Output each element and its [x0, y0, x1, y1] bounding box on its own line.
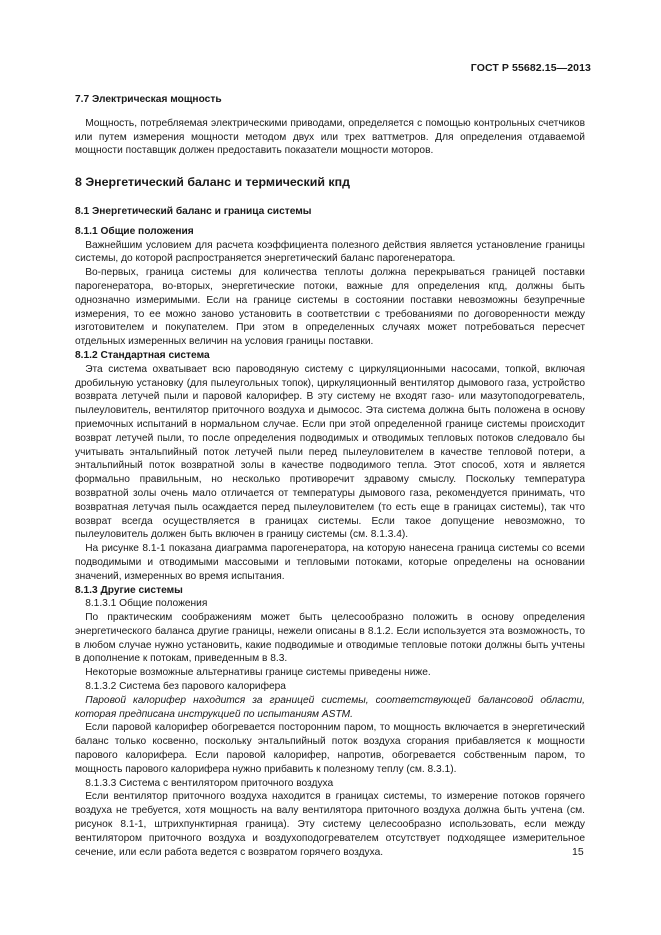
document-code: ГОСТ Р 55682.15—2013 [470, 62, 591, 74]
section-8-1-3-3-title: 8.1.3.3 Система с вентилятором приточного воздуха [85, 777, 334, 789]
section-8-1-3-1-title: 8.1.3.1 Общие положения [85, 598, 208, 610]
section-8-1-3-3-paragraph: Если вентилятор приточного воздуха находится в границах системы, то измерение потоков горячего воздуха не требуется, хотя мощность на валу вентилятора приточного воздуха должна быть учтена (см. рисунок 8.1-1, штрихпунктирная граница). Эту систему целесообразно использовать, если между вентилятором приточного воздуха и воздухоподогревателем отсутствует подходящее измерительное сечение, или если работа ведется с возвратом горячего воздуха. [75, 791, 585, 858]
section-8-1-1-title: 8.1.1 Общие положения [75, 225, 194, 237]
section-8-1-3-2-italic-note: Паровой калорифер находится за границей системы, соответствующей балансовой области, которая предписана инструкцией по испытаниям ASTM. [75, 694, 585, 720]
section-8-1-1-paragraph-1: Важнейшим условием для расчета коэффициента полезного действия является установление границы системы, до которой распространяется энергетический баланс парогенератора. [75, 239, 585, 265]
section-8-1-3-1-paragraph-1: По практическим соображениям может быть целесообразно положить в основу определения энергетического баланса другие границы, нежели описаны в 8.1.2. Если используется эта возможность, то в любом случае нужно установить, какие подводимые и отводимые тепловые потоки должны быть учтены в дополнение к потокам, приведенным в 8.3. [75, 612, 585, 665]
section-8-1-3-title: 8.1.3 Другие системы [75, 584, 183, 596]
section-8-1-2-paragraph-1: Эта система охватывает всю пароводяную систему с циркуляционными насосами, топкой, включая дробильную установку (для пылеугольных топок), циркуляционный вентилятор дымового газа, устройство возврата летучей пыли и паровой калорифер. В эту систему не входят газо- или мазутоподогреватель, пылеуловитель, вентилятор приточного воздуха и дымосос. Эта система должна быть положена в основу приемочных испытаний в нормальном случае. Если при этой определенной границе системы происходит возврат летучей пыли, то после определения подводимых и отводимых тепловых потоков следовало бы учитывать энтальпийный поток летучей пыли перед пылеуловителем в качестве тепловой потери, а энтальпийный поток возвратной золы в качестве подводимого тепла. Этот способ, хотя и является формально правильным, но несколько противоречит здравому смыслу. Поскольку температура возвратной золы очень мало отличается от температуры дымового газа, рекомендуется принимать, что возвратная летучая пыль осаждается перед пылеуловителем (то есть еще в границах системы), так что возврат всегда осуществляется в границах системы. Если такое допущение невозможно, то пылеуловитель должен быть включен в границу системы (см. 8.1.3.4). [75, 363, 585, 541]
section-8-1-2-title: 8.1.2 Стандартная система [75, 349, 210, 361]
section-8-1-2-paragraph-2: На рисунке 8.1-1 показана диаграмма парогенератора, на которую нанесена граница системы со всеми подводимыми и отводимыми массовыми и тепловыми потоками, которые определены на основании значений, измеренных во время испытания. [75, 543, 585, 582]
section-7-7-paragraph: Мощность, потребляемая электрическими приводами, определяется с помощью контрольных счетчиков или путем измерения мощности методом двух или трех ваттметров. Для определения отдаваемой мощности поставщик должен предоставить показатели мощности моторов. [75, 117, 585, 157]
section-8-1-3-2-title: 8.1.3.2 Система без парового калорифера [85, 681, 286, 693]
section-8-title: 8 Энергетический баланс и термический кпд [75, 175, 350, 190]
section-8-1-1-paragraph-2: Во-первых, граница системы для количества теплоты должна перекрываться границей поставки парогенератора, во-вторых, энергетические потоки, важные для определения кпд, должны быть однозначно измеримыми. Если на границе системы в состоянии поставки невозможны безупречные измерения, то ее можно заново установить в соответствии с требованиями по договоренности между изготовителем и покупателем. При этом в определенных случаях может потребоваться пересчет отдельных измеренных величин на условия границы поставки. [75, 267, 585, 348]
section-8-1-3-1-paragraph-2: Некоторые возможные альтернативы границе системы приведены ниже. [85, 667, 431, 679]
section-7-7-title: 7.7 Электрическая мощность [75, 94, 222, 105]
page-body [75, 93, 585, 859]
section-8-1-title: 8.1 Энергетический баланс и граница системы [75, 205, 312, 217]
section-8-1-3-2-paragraph: Если паровой калорифер обогревается посторонним паром, то мощность включается в энергетический баланс только косвенно, поскольку энтальпийный поток воздуха сгорания прибавляется к мощности парового калорифера. Если паровой калорифер, напротив, обогревается собственным паром, то мощность парового калорифера нужно прибавить к полезному теплу (см. 8.3.1). [75, 722, 585, 775]
page-number: 15 [572, 846, 584, 858]
